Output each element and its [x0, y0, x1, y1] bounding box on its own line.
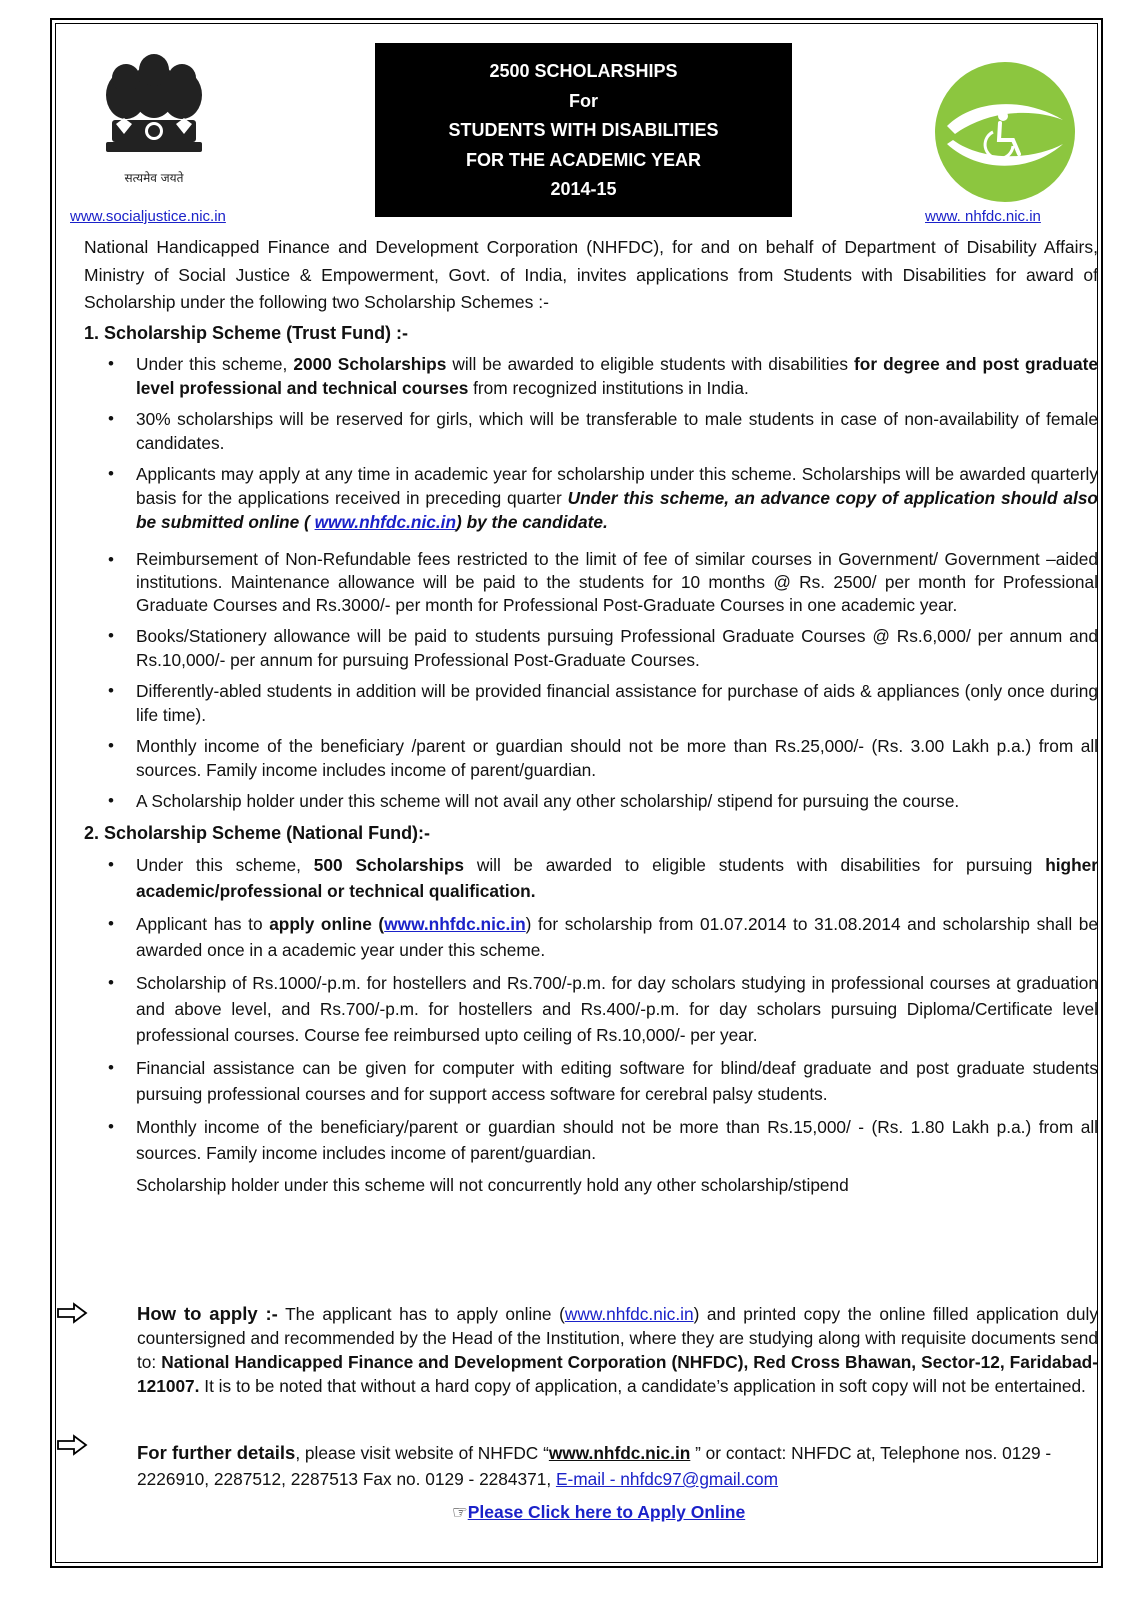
title-line-1: 2500 SCHOLARSHIPS	[489, 61, 678, 81]
nhfdc-link-scheme1[interactable]: www.nhfdc.nic.in	[314, 511, 457, 532]
arrow-right-icon	[56, 1302, 88, 1324]
list-item: Scholarship holder under this scheme will not concurrently hold any other scholarship/stipend	[136, 1174, 849, 1195]
nhfdc-link-howto[interactable]: www.nhfdc.nic.in	[564, 1304, 694, 1324]
list-item: • Applicant has to apply online (www.nhfdc.nic.in) for scholarship from 01.07.2014 to 31.08.2014 and scholarship shall be awarded once in a academic year under this scheme.	[108, 913, 1099, 960]
national-emblem-icon	[88, 50, 220, 195]
intro-paragraph: National Handicapped Finance and Development Corporation (NHFDC), for and on behalf of Department of Disability Affairs, Ministry of Social Justice & Empowerment, Govt. of India, invites applications from Students with Disabilities for award of Scholarship under the following two Scholarship Schemes :-	[84, 237, 1098, 312]
nhfdc-site-text: www.nhfdc.nic.in	[548, 1443, 691, 1463]
list-item: • Monthly income of the beneficiary/parent or guardian should not be more than Rs.15,000/ - (Rs. 1.80 Lakh p.a.) from all sources. Family income includes income of parent/guardian.	[108, 1116, 1098, 1163]
nhfdc-link-scheme2[interactable]: www.nhfdc.nic.in	[384, 913, 526, 934]
pointing-hand-icon: ☞	[452, 1502, 468, 1522]
main-content	[84, 234, 1098, 1204]
list-item: • Differently-abled students in addition will be provided financial assistance for purchase of aids & appliances (only once during life time).	[108, 680, 1098, 725]
title-line-5: 2014-15	[550, 179, 617, 199]
how-to-apply: How to apply :- The applicant has to apply online (www.nhfdc.nic.in) and printed copy the online filled application duly countersigned and recommended by the Head of the Institution, where they are studying along with requisite documents send to: National Handicapped Finance and Development Corporation (NHFDC), Red Cross Bhawan, Sector-12, Faridabad-121007. It is to be noted that without a hard copy of application, a candidate’s application in soft copy will not be entertained.	[137, 1303, 1098, 1396]
title-banner	[375, 43, 792, 217]
scheme2-list	[84, 852, 1098, 1197]
apply-online	[452, 1502, 745, 1523]
nhfdc-site-link[interactable]: www. nhfdc.nic.in	[925, 208, 1041, 225]
list-item: • Books/Stationery allowance will be paid to students pursuing Professional Graduate Courses @ Rs.6,000/ per annum and Rs.10,000/- per annum for pursuing Professional Post-Graduate Courses.	[108, 625, 1098, 670]
arrow-right-icon	[56, 1434, 88, 1456]
list-item: • Financial assistance can be given for computer with editing software for blind/deaf graduate and post graduate students pursuing professional courses and for support access software for cerebral palsy students.	[108, 1057, 1098, 1104]
list-item: • Monthly income of the beneficiary /parent or guardian should not be more than Rs.25,000/- (Rs. 3.00 Lakh p.a.) from all sources. Family income includes income of parent/guardian.	[108, 735, 1098, 780]
title-line-4: FOR THE ACADEMIC YEAR	[465, 149, 701, 170]
title-line-3: STUDENTS WITH DISABILITIES	[448, 120, 719, 140]
scheme2-heading: 2. Scholarship Scheme (National Fund):-	[84, 822, 431, 843]
list-item: • Under this scheme, 500 Scholarships will be awarded to eligible students with disabilities for pursuing higher academic/professional or technical qualification.	[108, 854, 1098, 901]
scheme1-list	[84, 352, 1098, 813]
emblem-caption: सत्यमेव जयते	[124, 171, 184, 185]
scheme1-heading: 1. Scholarship Scheme (Trust Fund) :-	[84, 322, 409, 343]
further-details: For further details, please visit website of NHFDC “www.nhfdc.nic.in ” or contact: NHFDC at, Telephone nos. 0129 - 2226910, 2287512, 2287513 Fax no. 0129 - 2284371, E-mail - nhfdc97@gmail.com	[137, 1442, 1052, 1489]
list-item: • Scholarship of Rs.1000/-p.m. for hostellers and Rs.700/-p.m. for day scholars studying in professional courses at graduation and above level, and Rs.700/-p.m. for hostellers and Rs.400/-p.m. for day scholars pursuing Diploma/Certificate level professional courses. Course fee reimbursed upto ceiling of Rs.10,000/- per year.	[108, 972, 1098, 1045]
nhfdc-logo-icon	[933, 60, 1077, 204]
list-item: • Reimbursement of Non-Refundable fees restricted to the limit of fee of similar courses in Government/ Government –aided institutions. Maintenance allowance will be paid to the students for 10 months @ Rs. 2500/ per month for Professional Graduate Courses and Rs.3000/- per month for Professional Post-Graduate Courses in one academic year.	[108, 548, 1098, 615]
list-item: • Under this scheme, 2000 Scholarships will be awarded to eligible students with disabilities for degree and post graduate level professional and technical courses from recognized institutions in India.	[108, 353, 1098, 398]
list-item: • A Scholarship holder under this scheme will not avail any other scholarship/ stipend for pursuing the course.	[108, 790, 960, 811]
apply-online-link[interactable]: Please Click here to Apply Online	[467, 1502, 746, 1522]
list-item: • 30% scholarships will be reserved for girls, which will be transferable to male students in case of non-availability of female candidates.	[108, 408, 1098, 453]
title-line-2: For	[569, 90, 598, 111]
socialjustice-link[interactable]: www.socialjustice.nic.in	[70, 208, 226, 225]
email-link[interactable]: E-mail - nhfdc97@gmail.com	[555, 1469, 779, 1489]
list-item: • Applicants may apply at any time in academic year for scholarship under this scheme. Scholarships will be awarded quarterly basis for the applications received in preceding quarter Under this scheme, an advance copy of application should also be submitted online ( www.nhfdc.nic.in) by the candidate.	[108, 463, 1098, 532]
